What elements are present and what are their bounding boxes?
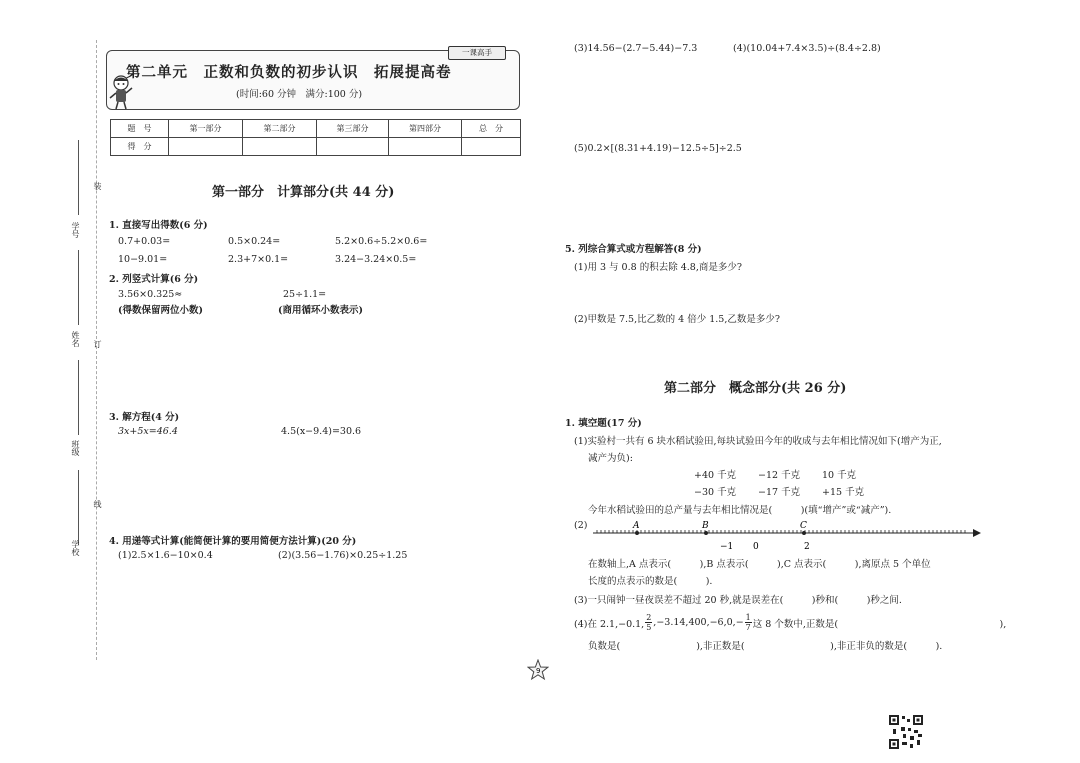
page-title: 第二单元 正数和负数的初步认识 拓展提高卷 — [126, 64, 452, 81]
yield-value: 10 千克 — [822, 470, 857, 481]
name-label: 姓名 — [71, 331, 80, 347]
q1-title: 1. 直接写出得数(6 分) — [109, 220, 208, 231]
yield-value: −12 千克 — [758, 470, 801, 481]
q5-title: 5. 列综合算式或方程解答(8 分) — [565, 244, 702, 255]
name-line — [78, 250, 79, 325]
q1-item: 0.7+0.03= — [118, 236, 171, 247]
q2-title: 2. 列竖式计算(6 分) — [109, 274, 199, 285]
fill-p3: (3)一只闹钟一昼夜误差不超过 20 秒,就是误差在( )秒和( )秒之间. — [574, 595, 902, 606]
fraction-numerator: 2 — [646, 613, 652, 622]
score-cell[interactable] — [317, 138, 389, 156]
yield-value: −17 千克 — [758, 487, 801, 498]
tick-label: −1 — [720, 542, 734, 552]
q3-item-b: 4.5(x−9.4)=30.6 — [281, 426, 362, 437]
score-header-cell: 题 号 — [111, 120, 169, 138]
yield-value: −30 千克 — [694, 487, 737, 498]
fill-p1-question: 今年水稻试验田的总产量与去年相比情况是( )(填“增产”或“减产”). — [588, 505, 892, 516]
q1-item: 10−9.01= — [118, 254, 168, 265]
fraction-1-7 — [745, 613, 752, 632]
point-a-dot — [635, 531, 639, 535]
q3-item-a: 3x+5x=46.4 — [118, 426, 178, 437]
binding-dashed-line — [96, 40, 97, 660]
point-b-label: B — [702, 521, 709, 531]
score-header-cell: 第三部分 — [317, 120, 389, 138]
q2-note-b: (商用循环小数表示) — [278, 305, 363, 316]
part2-title: 第二部分 概念部分(共 26 分) — [664, 381, 847, 396]
class-line — [78, 360, 79, 435]
score-header-cell: 第四部分 — [389, 120, 462, 138]
point-b-dot — [704, 531, 708, 535]
bind-mark-1: 装 — [93, 182, 102, 190]
class-label: 班级 — [71, 440, 80, 456]
page-number-star-icon — [527, 659, 549, 681]
score-row-label: 得 分 — [111, 138, 169, 156]
page-number: 9 — [536, 667, 541, 675]
bind-mark-3: 线 — [93, 500, 102, 508]
point-c-label: C — [800, 521, 807, 531]
fill-p1-line1: (1)实验村一共有 6 块水稻试验田,每块试验田今年的收成与去年相比情况如下(增产为正, — [574, 436, 942, 447]
score-header-cell: 第一部分 — [169, 120, 243, 138]
fraction-2-5 — [645, 613, 652, 632]
score-table-score-row — [111, 138, 521, 156]
bind-mark-2: 订 — [93, 340, 102, 348]
score-cell[interactable] — [169, 138, 243, 156]
point-c-dot — [802, 531, 806, 535]
score-cell[interactable] — [243, 138, 317, 156]
q4-item-1: (1)2.5×1.6−10×0.4 — [118, 550, 213, 561]
school-line — [78, 470, 79, 545]
q3-title: 3. 解方程(4 分) — [109, 412, 180, 423]
score-header-cell: 总 分 — [462, 120, 521, 138]
number-line — [593, 521, 983, 555]
score-cell[interactable] — [389, 138, 462, 156]
fill-p1-line2: 减产为负): — [588, 453, 633, 464]
q4-item-5: (5)0.2×[(8.31+4.19)−12.5÷5]÷2.5 — [574, 143, 742, 154]
school-label: 学校 — [71, 540, 80, 556]
tick-label: 0 — [753, 542, 759, 552]
page-subtitle: (时间:60 分钟 满分:100 分) — [236, 89, 363, 100]
q2-item-b: 25÷1.1= — [283, 289, 327, 300]
q1-item: 3.24−3.24×0.5= — [335, 254, 417, 265]
fill-p4-line1 — [574, 613, 1006, 632]
fill-p4-post: 这 8 个数中,正数是( ), — [752, 618, 1007, 630]
q1-item: 5.2×0.6÷5.2×0.6= — [335, 236, 428, 247]
yield-value: +40 千克 — [694, 470, 737, 481]
q4-item-2: (2)(3.56−1.76)×0.25÷1.25 — [278, 550, 408, 561]
score-cell[interactable] — [462, 138, 521, 156]
score-table-header-row — [111, 120, 521, 138]
q4-item-4: (4)(10.04+7.4×3.5)÷(8.4÷2.8) — [733, 43, 881, 54]
q5-item-2: (2)甲数是 7.5,比乙数的 4 倍少 1.5,乙数是多少? — [574, 314, 780, 325]
fill-p4-pre: (4)在 2.1,−0.1, — [574, 618, 645, 630]
q4-title: 4. 用递等式计算(能简便计算的要用简便方法计算)(20 分) — [109, 536, 357, 547]
brand-badge: 一课高手 — [448, 46, 506, 60]
yield-value: +15 千克 — [822, 487, 865, 498]
score-table — [110, 119, 521, 156]
fill-p4-line2: 负数是( ),非正数是( ),非正非负的数是( ). — [588, 641, 943, 652]
part1-title: 第一部分 计算部分(共 44 分) — [212, 185, 395, 200]
fill-p2-label: (2) — [574, 520, 588, 531]
arrow-icon — [973, 529, 981, 537]
fill-p2-line2: 长度的点表示的数是( ). — [588, 576, 713, 587]
q2-note-a: (得数保留两位小数) — [118, 305, 203, 316]
student-no-line — [78, 140, 79, 215]
tick-label: 2 — [804, 542, 810, 552]
q2-item-a: 3.56×0.325≈ — [118, 289, 183, 300]
fraction-numerator: 1 — [745, 613, 751, 622]
q5-item-1: (1)用 3 与 0.8 的积去除 4.8,商是多少? — [574, 262, 742, 273]
score-header-cell: 第二部分 — [243, 120, 317, 138]
qr-code-icon — [888, 714, 924, 750]
q4-item-3: (3)14.56−(2.7−5.44)−7.3 — [574, 43, 698, 54]
student-no-label: 学号 — [71, 222, 80, 238]
fill-p2-line1: 在数轴上,A 点表示( ),B 点表示( ),C 点表示( ),离原点 5 个单位 — [588, 559, 931, 570]
fraction-denominator: 7 — [745, 623, 751, 632]
fill-title: 1. 填空题(17 分) — [565, 418, 642, 429]
q1-item: 0.5×0.24= — [228, 236, 281, 247]
point-a-label: A — [633, 521, 640, 531]
fill-p4-mid: ,−3.14,400,−6,0,− — [653, 617, 744, 628]
fraction-denominator: 5 — [646, 623, 652, 632]
q1-item: 2.3+7×0.1= — [228, 254, 289, 265]
